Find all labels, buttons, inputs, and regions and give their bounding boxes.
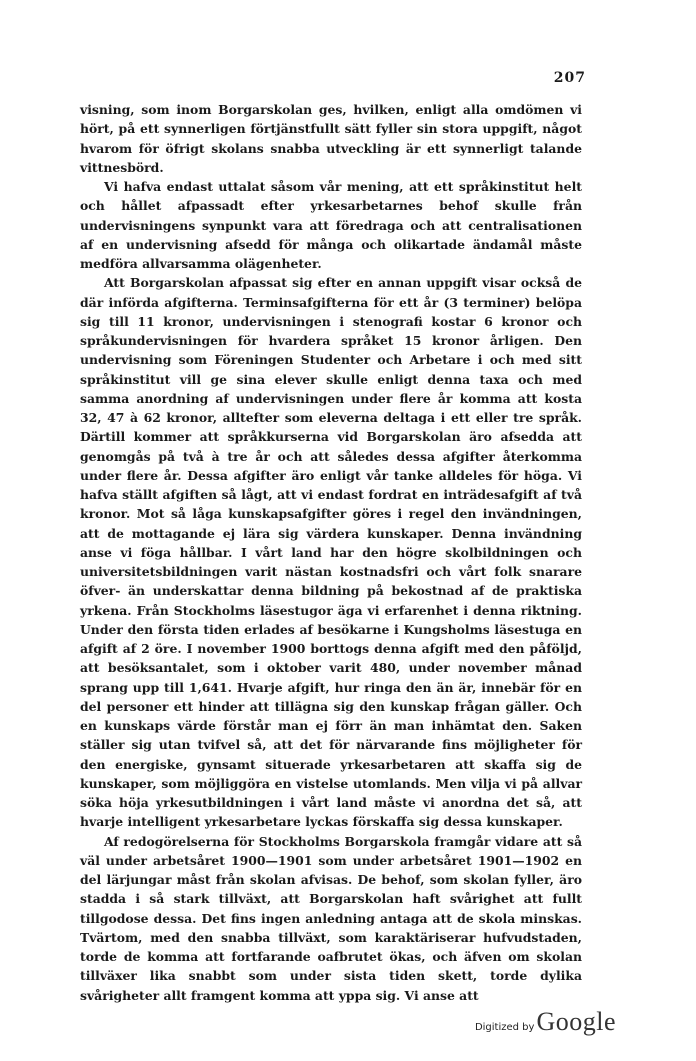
google-logo: Google [536,1007,616,1036]
page-number: 207 [553,70,586,86]
paragraph-2: Vi hafva endast uttalat såsom vår mening, att ett språkinstitut helt och hållet afpassadt efter yrkesarbetarnes behof skulle från undervisningens synpunkt vara att föredraga och att centralisationen af en undervisning afsedd för många och olikartade ändamål måste medföra allvarsamma olägenheter. [80,179,582,271]
digitized-by-label: Digitized by [474,1022,535,1033]
body-text [80,100,582,1005]
paragraph-1: visning, som inom Borgarskolan ges, hvilken, enligt alla omdömen vi hört, på ett synnerligen förtjänstfullt sätt fyller sin stora uppgift, något hvarom för öfrigt skolans snabba utveckling är ett synnerligt talande vittnesbörd. [80,102,582,175]
paragraph-3: Att Borgarskolan afpassat sig efter en annan uppgift visar också de där införda afgifterna. Terminsafgifterna för ett år (3 terminer) belöpa sig till 11 kronor, undervisningen i stenografi kostar 6 kronor och språkundervisningen för hvardera språket 15 kronor årligen. Den undervisning som Föreningen Studenter och Arbetare i och med sitt språkinstitut vill ge sina elever skulle enligt denna taxa och med samma anordning af undervisningen under flere år komma att kosta 32, 47 à 62 kronor, alltefter som eleverna deltaga i ett eller tre språk. Därtill kommer att språkkurserna vid Borgarskolan äro afsedda att genomgås på två à tre år och att således dessa afgifter återkomma under flere år. Dessa afgifter äro enligt vår tanke alldeles för höga. Vi hafva ställt afgiften så lågt, att vi endast fordrat en inträdesafgift af två kronor. Mot så låga kunskapsafgifter göres i regel den invändningen, att de mottagande ej lära sig värdera kunskaper. Denna invändning anse vi föga hållbar. I vårt land har den högre skolbildningen och universitetsbildningen varit nästan kostnadsfri och vårt folk snarare öfver- än underskattar denna bildning på bekostnad af de praktiska yrkena. Från Stockholms läsestugor äga vi erfarenhet i denna riktning. Under den första tiden erlades af besökarne i Kungsholms läsestuga en afgift af 2 öre. I november 1900 borttogs denna afgift med den påföljd, att besöksantalet, som i oktober varit 480, under november månad sprang upp till 1,641. Hvarje afgift, hur ringa den än är, innebär för en del personer ett hinder att tillägna sig den kunskap frågan gäller. Och en kunskaps värde förstår man ej förr än man inhämtat den. Saken ställer sig utan tvifvel så, att det för närvarande fins möjligheter för den energiske, gynsamt situerade yrkesarbetaren att skaffa sig de kunskaper, som möjliggöra en vistelse utomlands. Men vilja vi på allvar söka höja yrkesutbildningen i vårt land måste vi anordna det så, att hvarje intelligent yrkesarbetare lyckas förskaffa sig dessa kunskaper. [80,275,582,830]
paragraph-4: Af redogörelserna för Stockholms Borgarskola framgår vidare att så väl under arbetsåret 1900—1901 som under arbetsåret 1901—1902 en del lärjungar måst från skolan afvisas. De behof, som skolan fyller, äro stadda i så stark tillväxt, att Borgarskolan haft svårighet att fullt tillgodose dessa. Det fins ingen anledning antaga att de skola minskas. Tvärtom, med den snabba tillväxt, som karaktäriserar hufvudstaden, torde de komma att fortfarande oafbrutet ökas, och äfven om skolan tillväxer lika snabbt som under sista tiden skett, torde dylika svårigheter allt framgent komma att yppa sig. Vi anse att [80,833,582,1003]
digitization-watermark [475,1007,616,1037]
